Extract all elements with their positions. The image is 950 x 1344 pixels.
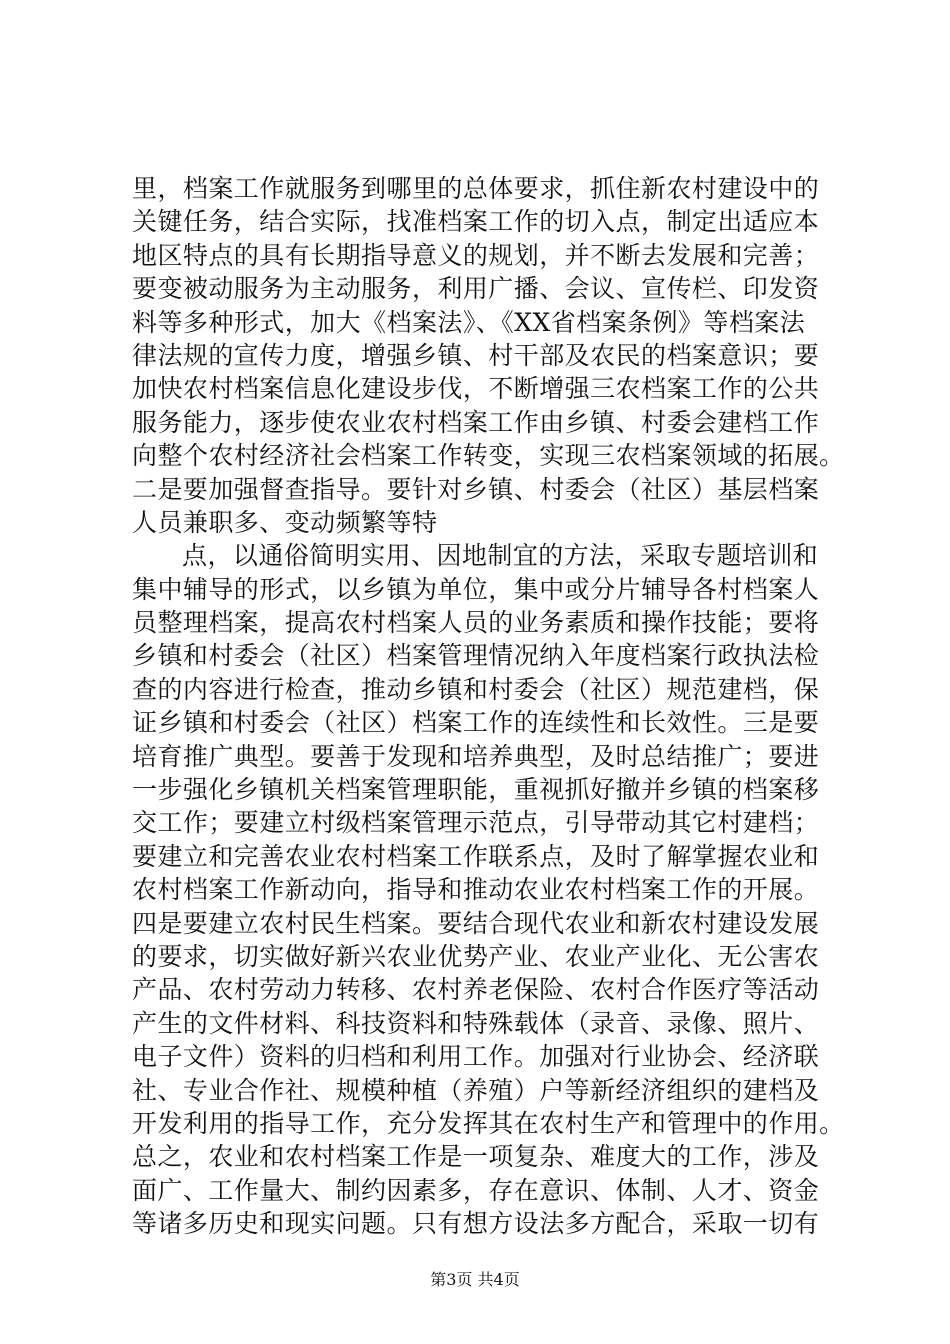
text-line: 电子文件）资料的归档和利用工作。加强对行业协会、经济联 [132, 1042, 820, 1072]
text-line: 培育推广典型。要善于发现和培养典型，及时总结推广；要进 [132, 741, 820, 771]
text-line: 总之，农业和农村档案工作是一项复杂、难度大的工作，涉及 [132, 1142, 820, 1172]
text-line: 的要求，切实做好新兴农业优势产业、农业产业化、无公害农 [132, 941, 820, 971]
text-line: 地区特点的具有长期指导意义的规划，并不断去发展和完善； [132, 240, 820, 270]
body-text [132, 172, 852, 1241]
text-line: 社、专业合作社、规模种植（养殖）户等新经济组织的建档及 [132, 1075, 820, 1105]
text-line: 要建立和完善农业农村档案工作联系点，及时了解掌握农业和 [132, 841, 820, 871]
text-line: 要变被动服务为主动服务，利用广播、会议、宣传栏、印发资 [132, 274, 820, 304]
text-line: 人员兼职多、变动频繁等特 [132, 507, 438, 537]
text-line: 料等多种形式，加大《档案法》、《XX省档案条例》等档案法 [132, 307, 806, 337]
text-line: 一步强化乡镇机关档案管理职能，重视抓好撤并乡镇的档案移 [132, 775, 820, 805]
text-line: 查的内容进行检查，推动乡镇和村委会（社区）规范建档，保 [132, 674, 820, 704]
text-line: 点，以通俗简明实用、因地制宜的方法，采取专题培训和 [182, 541, 819, 571]
text-line: 服务能力，逐步使农业农村档案工作由乡镇、村委会建档工作 [132, 407, 820, 437]
text-line: 开发利用的指导工作，充分发挥其在农村生产和管理中的作用。 [132, 1108, 845, 1138]
text-line: 四是要建立农村民生档案。要结合现代农业和新农村建设发展 [132, 908, 820, 938]
text-line: 向整个农村经济社会档案工作转变，实现三农档案领域的拓展。 [132, 441, 845, 471]
text-line: 等诸多历史和现实问题。只有想方设法多方配合，采取一切有 [132, 1209, 820, 1239]
text-line: 证乡镇和村委会（社区）档案工作的连续性和长效性。三是要 [132, 708, 820, 738]
text-line: 加快农村档案信息化建设步伐，不断增强三农档案工作的公共 [132, 374, 820, 404]
text-line: 产生的文件材料、科技资料和特殊载体（录音、录像、照片、 [132, 1008, 820, 1038]
page-number-footer: 第3页 共4页 [430, 1270, 520, 1289]
text-line: 产品、农村劳动力转移、农村养老保险、农村合作医疗等活动 [132, 975, 820, 1005]
text-line: 集中辅导的形式，以乡镇为单位，集中或分片辅导各村档案人 [132, 574, 820, 604]
text-line: 面广、工作量大、制约因素多，存在意识、体制、人才、资金 [132, 1175, 820, 1205]
text-line: 里，档案工作就服务到哪里的总体要求，抓住新农村建设中的 [132, 174, 820, 203]
text-line: 乡镇和村委会（社区）档案管理情况纳入年度档案行政执法检 [132, 641, 820, 671]
text-line: 律法规的宣传力度，增强乡镇、村干部及农民的档案意识；要 [132, 340, 820, 370]
text-line: 关键任务，结合实际，找准档案工作的切入点，制定出适应本 [132, 207, 820, 237]
text-line: 交工作；要建立村级档案管理示范点，引导带动其它村建档； [132, 808, 820, 838]
text-line: 二是要加强督查指导。要针对乡镇、村委会（社区）基层档案 [132, 474, 820, 504]
text-line: 员整理档案，提高农村档案人员的业务素质和操作技能；要将 [132, 608, 820, 638]
text-line: 农村档案工作新动向，指导和推动农业农村档案工作的开展。 [132, 875, 820, 905]
